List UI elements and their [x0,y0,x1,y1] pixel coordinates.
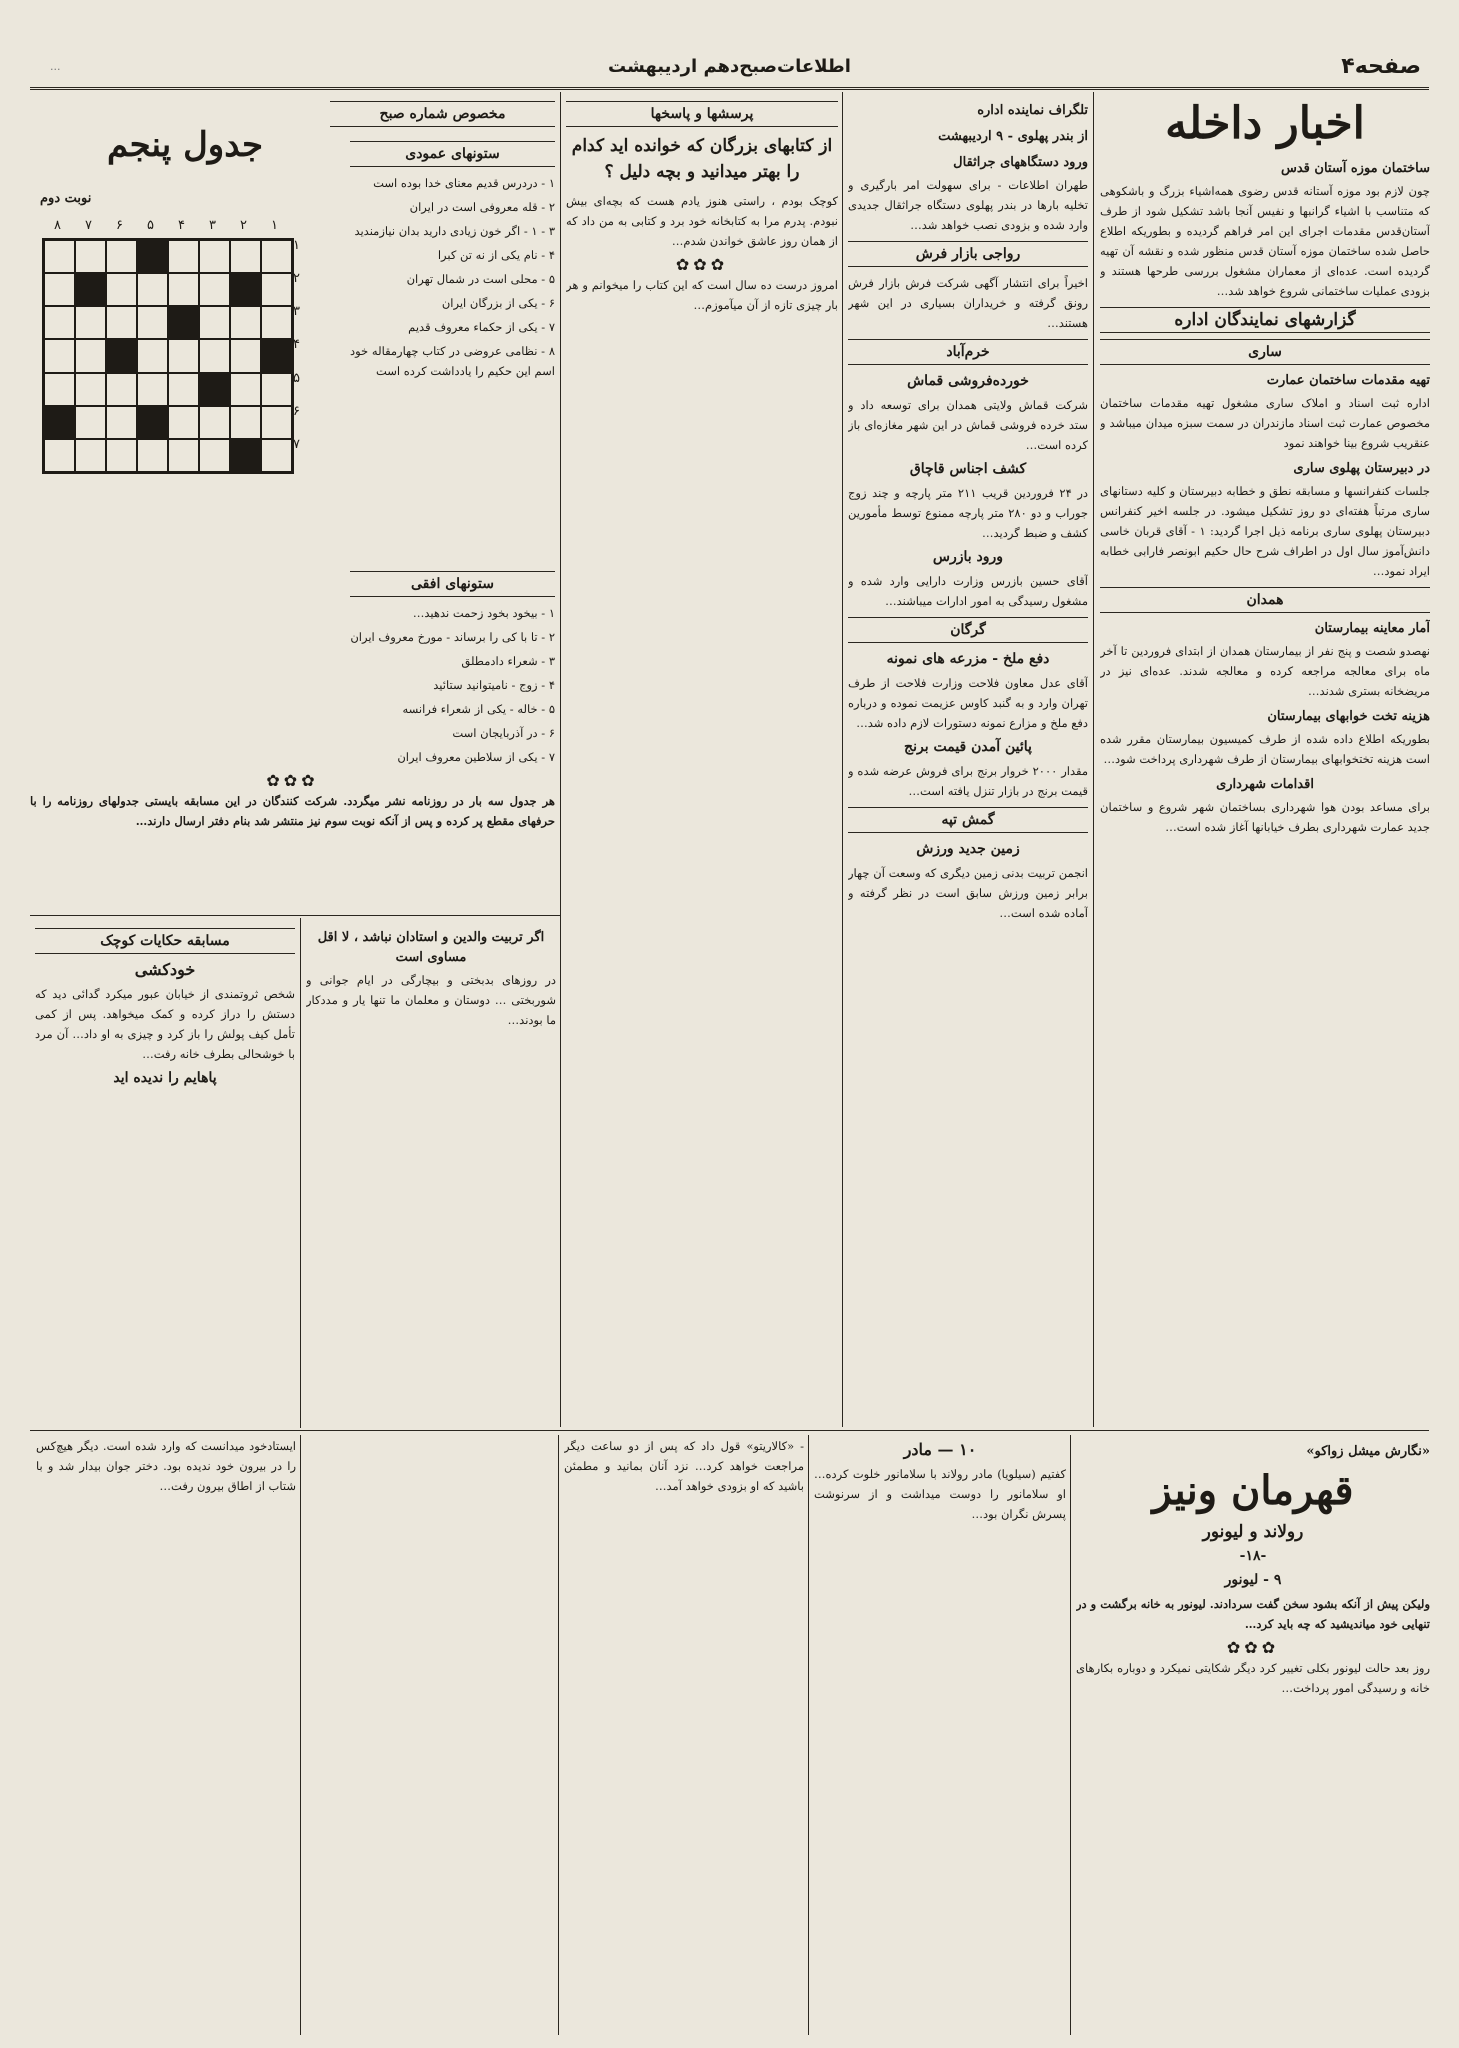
telegraph-title: تلگراف نماینده اداره [977,103,1088,118]
row-number: ۵ [293,370,300,386]
gorgan-city: گرگان [848,617,1088,643]
story-label: مسابقه حکایات کوچک [35,928,295,954]
col-number: ۱ [271,218,278,233]
khorramabad-head1: خورده‌فروشی قماش [907,373,1029,389]
crossword-cell [44,339,75,372]
col-number: ۸ [54,218,61,233]
crossword-cell [75,240,106,273]
moral-column [306,922,556,1427]
crossword-note: هر جدول سه بار در روزنامه نشر میگردد. شرکت کنندگان در این مسابقه بایستی جدولهای روزنامه را با حرفهای مقطع پر کرده و پس از آنکه نوبت سوم نیز منتشر شد بنام دفتر ارسال دارند… [30,794,555,828]
gorgan-head1: دفع ملخ - مزرعه های نمونه [886,651,1050,667]
serial-chapter: ۹ - لیونور [1224,1572,1282,1588]
crossword-cell [261,273,292,306]
crossword-cell [106,439,137,472]
crossword-badge: نوبت دوم [40,191,92,206]
row-number: ۴ [293,337,300,353]
section-rule [30,915,560,916]
khorramabad-city: خرم‌آباد [848,339,1088,365]
crossword-cell [44,439,75,472]
vclue: ۲ - قله معروفی است در ایران [409,200,555,214]
crossword-cell [44,373,75,406]
crossword-cell [199,339,230,372]
qa-column [566,95,838,1425]
crossword-cell [137,439,168,472]
crossword-cell [44,306,75,339]
column-rule [300,1435,301,2035]
page-header [30,48,1429,90]
qa-body1: کوچک بودم ، راستی هنوز یادم هست که بچه‌ای بیش نبودم. پدرم مرا به کتابخانه خود برد و کتابی به من داد که از همان روز عاشق خواندن شدم… [566,194,838,248]
hamadan-head2: هزینه تخت خوابهای بیمارستان [1267,709,1430,724]
crossword-cell [137,339,168,372]
vertical-head: ستونهای عمودی [350,141,555,167]
vclue: ۴ - نام یکی از نه تن کبرا [437,248,555,262]
crossword-cell [261,240,292,273]
serial-body: ولیکن پیش از آنکه بشود سخن گفت سردادند. لیونور به خانه برگشت و در تنهایی خود میاندیشید که چه باید کرد… [1076,1597,1430,1631]
serial-column [1076,1436,1430,2036]
khorramabad-head2: کشف اجناس قاچاق [909,461,1027,477]
paper-title: اطلاعات‌صبح‌دهم اردیبهشت [608,56,851,77]
continuation-column-b [36,1436,296,2036]
crossword-cell [137,373,168,406]
hamadan-body2: بطوریکه اطلاع داده شده از طرف کمیسیون بیمارستان مقرر شده است هزینه تختخوابهای بیمارستان از طرف شهرداری پرداخت شود… [1100,732,1430,766]
qa-label: پرسشها و پاسخها [566,101,838,127]
row-number: ۷ [293,436,300,452]
story-footer: پاهایم را ندیده اید [113,1070,217,1086]
crossword-cell [199,439,230,472]
col-number: ۶ [116,218,123,233]
bandar-dateline: از بندر پهلوی - ۹ اردیبهشت [938,129,1088,144]
khorramabad-body1: شرکت قماش ولایتی همدان برای توسعه داد و ستد خرده فروشی قماش در این شهر مغازه‌ای باز کرده است… [848,398,1088,452]
row-number: ۲ [293,271,300,287]
crossword-cell [106,406,137,439]
horizontal-clues [30,565,555,835]
serial-stars: ✿✿✿ [1226,1638,1280,1657]
crossword-cell [75,339,106,372]
hamadan-city: همدان [1100,587,1430,613]
continuation-column-a [564,1436,804,2036]
col-b-body: ایستادخود میدانست که وارد شده است. دیگر هیچ‌کس را در بیرون خود ندیده بود. دختر جوان بیدار شد و با شتاب از اطاق بیرون رفت… [36,1439,296,1493]
story-title: خودکشی [134,960,196,979]
bandar-head: ورود دستگاههای جراثقال [953,155,1088,170]
hclue: ۱ - بیخود بخود زحمت ندهید… [412,606,555,620]
column-rule [300,918,301,1428]
carpet-body: اخیراً برای انتشار آگهی شرکت فرش بازار فرش رونق گرفته و خریداران بسیاری در این شهر هستند… [848,276,1088,330]
crossword-cell [261,439,292,472]
sari-head1: تهیه مقدمات ساختمان عمارت [1266,373,1430,388]
vclue: ۵ - محلی است در شمال تهران [406,272,555,286]
moral-head: اگر تربیت والدین و استادان نباشد ، لا اقل مساوی است [317,930,545,965]
khorramabad-body2: در ۲۴ فروردین قریب ۲۱۱ متر پارچه و چند زوج جوراب و دو ۲۸۰ متر پارچه ممنوع توسط مأمورین کشف و ضبط گردید… [848,486,1088,540]
crossword-cell [106,306,137,339]
vclue: ۱ - دردرس قدیم معنای خدا بوده است [373,176,555,190]
crossword-cell [230,373,261,406]
crossword-black-cell [230,439,261,472]
crossword-cell [230,240,261,273]
hclue: ۶ - در آذربایجان است [452,726,555,740]
bandar-body: طهران اطلاعات - برای سهولت امر بارگیری و تخلیه بارها در بندر پهلوی دستگاه جراثقال جدیدی وارد شده و بزودی نصب خواهد شد… [848,178,1088,232]
crossword-black-cell [137,240,168,273]
crossword-cell [168,406,199,439]
crossword-cell [199,273,230,306]
crossword-cell [106,373,137,406]
hclue: ۳ - شعراء دادمطلق [461,654,555,668]
serial-part: -۱۸- [1239,1548,1267,1564]
gonbad-city: گمش تپه [848,807,1088,833]
sari-city: ساری [1100,339,1430,365]
carpet-head: رواجی بازار فرش [848,241,1088,267]
crossword-cell [168,439,199,472]
page-number: صفحه۴ [1341,54,1421,79]
sari-body1: اداره ثبت اسناد و املاک ساری مشغول تهیه مقدمات ساختمان مخصوص عمارت ثبت اسناد مازندران در سمت سبزه میدان میباشد و عنقریب شروع بینا خواهند نمود [1100,396,1430,450]
crossword-row-numbers [293,238,300,470]
telegraph-column [848,95,1088,1425]
vertical-clues [350,135,555,385]
gonbad-head: زمین جدید ورزش [916,841,1020,857]
crossword-cell [106,240,137,273]
horizontal-head: ستونهای افقی [350,571,555,597]
crossword-cell [75,406,106,439]
hclue: ۴ - زوج - نامیتوانید ستائید [433,678,555,692]
crossword-black-cell [106,339,137,372]
crossword-stars: ✿✿✿ [266,771,319,790]
crossword-cell [75,306,106,339]
col-number: ۲ [240,218,247,233]
row-number: ۳ [293,304,300,320]
crossword-cell [168,273,199,306]
crossword-cell [199,240,230,273]
sari-head2: در دبیرستان پهلوی ساری [1293,461,1430,476]
crossword-black-cell [75,273,106,306]
column-rule [1093,92,1094,1427]
crossword-cell [168,373,199,406]
crossword-cell [261,406,292,439]
col-number: ۳ [209,218,216,233]
hclue: ۲ - تا با کی را برساند - مورخ معروف ایران [350,630,555,644]
mother-column [814,1436,1066,2036]
row-number: ۱ [293,238,300,253]
column-rule [560,92,561,1427]
serial-title: قهرمان ونیز [1152,1467,1354,1514]
crossword-title: جدول پنجم [106,125,264,165]
serial-byline: «نگارش میشل زواکو» [1306,1444,1430,1459]
khorramabad-head3: ورود بازرس [932,549,1004,565]
column-rule [842,92,843,1427]
crossword-cell [261,373,292,406]
crossword-cell [230,339,261,372]
fold-text: ... [50,60,61,73]
qa-body2: امروز درست ده سال است که این کتاب را میخوانم و هر بار چیزی تازه از آن میآموزم… [566,278,838,312]
moral-body: در روزهای بدبختی و بیچارگی در ایام جوانی و شوربختی … دوستان و معلمان ما تنها یار و مددکار ما بودند… [306,973,556,1027]
story-column [35,922,295,1427]
crossword-cell [75,373,106,406]
crossword-cell [75,439,106,472]
crossword-black-cell [137,406,168,439]
column-rule [1070,1435,1071,2035]
crossword-cell [230,406,261,439]
vclue: ۷ - یکی از حکماء معروف قدیم [408,320,555,334]
crossword-black-cell [44,406,75,439]
section-rule [30,1430,1429,1431]
crossword-grid [42,238,294,474]
hamadan-body3: برای مساعد بودن هوا شهرداری بساختمان شهر شروع و ساختمان جدید عمارت شهرداری بطرف خیابانها آغاز شده است… [1100,800,1430,834]
crossword-cell [230,306,261,339]
col-a-body: - «کالاریتو» قول داد که پس از دو ساعت دیگر مراجعت خواهد کرد… نزد آنان بمانید و مطمئن باشید که او بزودی خواهد آمد… [564,1439,804,1493]
serial-body2: روز بعد حالت لیونور بکلی تغییر کرد دیگر شکایتی نمیکرد و دوباره بکارهای خانه و رسیدگی امور پرداخت… [1076,1661,1430,1695]
domestic-title: اخبار داخله [1165,98,1365,149]
crossword-black-cell [230,273,261,306]
crossword-cell [261,306,292,339]
crossword-cell [44,240,75,273]
hclue: ۷ - یکی از سلاطین معروف ایران [397,750,555,764]
crossword-black-cell [199,373,230,406]
col-number: ۷ [85,218,92,233]
hamadan-head3: اقدامات شهرداری [1216,777,1314,792]
mother-body: کفتیم (سیلویا) مادر رولاند با سلامانور خلوت کرده… او سلامانور را دوست میداشت و از سرنوشت پسرش نگران بود… [814,1467,1066,1521]
col-number: ۴ [178,218,185,233]
mother-title: ۱۰ — مادر [903,1440,977,1459]
crossword-cell [137,273,168,306]
crossword-cell [168,240,199,273]
hclue: ۵ - خاله - یکی از شعراء فرانسه [402,702,555,716]
qa-headline: از کتابهای بزرگان که خوانده اید کدام را بهتر میدانید و بچه دلیل ؟ [571,136,833,182]
crossword-cell [106,273,137,306]
crossword-cell [137,306,168,339]
crossword-black-cell [261,339,292,372]
khorramabad-body3: آقای حسین بازرس وزارت دارایی وارد شده و مشغول رسیدگی به امور ادارات میباشند… [848,574,1088,608]
domestic-news-column [1100,95,1430,1425]
hamadan-head1: آمار معاینه بیمارستان [1314,621,1430,636]
reports-head: گزارشهای نمایندگان اداره [1100,307,1430,333]
vclue: ۶ - یکی از بزرگان ایران [441,296,555,310]
column-rule [808,1435,809,2035]
column-rule [558,1435,559,2035]
shrine-head: ساختمان موزه آستان قدس [1280,161,1430,176]
row-number: ۶ [293,403,300,419]
gorgan-body2: مقدار ۲۰۰۰ خروار برنج برای فروش عرضه شده و قیمت برنج در بازار تنزل یافته است… [848,764,1088,798]
sari-body2: جلسات کنفرانسها و مسابقه نطق و خطابه دبیرستان و کلیه دستانهای ساری مرتباً هفته‌ای دو روز تشکیل میشود. در جلسه اخیر کنفرانس دبیرستان پهلوی ساری برنامه ذیل اجرا گردید: ۱ - آقای قربان خاسی دانش‌آموز سال اول در اطراف شرح حال حکیم ابونصر فارابی خطابه ایراد نمود… [1100,484,1430,578]
hamadan-body1: نهصدو شصت و پنج نفر از بیمارستان همدان از ابتدای فروردین تا آخر ماه برای معالجه مراجعه کرده و معالجه شدند. عده‌ای نیز در مریضخانه بستری شدند… [1100,644,1430,698]
col-number: ۵ [147,218,154,233]
vclue: ۸ - نظامی عروضی در کتاب چهارمقاله خود اسم این حکیم را یادداشت کرده است [350,344,555,378]
qa-stars: ✿✿✿ [675,255,729,274]
crossword-cell [199,306,230,339]
gonbad-body: انجمن تربیت بدنی زمین دیگری که وسعت آن چهار برابر زمین ورزش سابق است در نظر گرفته و آماده شده است… [848,866,1088,920]
crossword-section-label: مخصوص شماره صبح [330,101,555,127]
crossword-col-numbers [42,218,290,233]
crossword-cell [44,273,75,306]
crossword-cell [168,339,199,372]
crossword-black-cell [168,306,199,339]
crossword-cell [199,406,230,439]
vclue: ۳ - ۱ - اگر خون زیادی دارید بدان نیازمندید [354,224,555,238]
serial-subtitle: رولاند و لیونور [1202,1522,1304,1542]
shrine-body: چون لازم بود موزه آستانه قدس رضوی همه‌اشیاء بزرگ و باشکوهی که متناسب با اشیاء گرانبها و نفیس آنجا باشد تشکیل شود از طرف آستان‌قدس مقدمات اجرای این امر فراهم گردیده و بطوریکه اطلاع حاصل شده ساختمان موزه آستان قدس منظور شده و نقشه آن تهیه گردیده است. عده‌ای از معماران مشغول بررسی طرحها هستند و بزودی عملیات ساختمانی شروع خواهد شد… [1100,184,1430,298]
gorgan-body1: آقای عدل معاون فلاحت وزارت فلاحت از طرف تهران وارد و به گنبد کاوس عزیمت نموده و درباره دفع ملخ و مزارع نمونه دستورات لازم داده شد… [848,676,1088,730]
gorgan-head2: پائین آمدن قیمت برنج [904,739,1032,755]
story-body: شخص ثروتمندی از خیابان عبور میکرد گدائی دید که دستش را دراز کرده و کمک میخواهد. پس از کمی تأمل کیف پولش را باز کرد و چیزی به او داد… آن مرد با خوشحالی بطرف خانه رفت… [35,987,295,1061]
